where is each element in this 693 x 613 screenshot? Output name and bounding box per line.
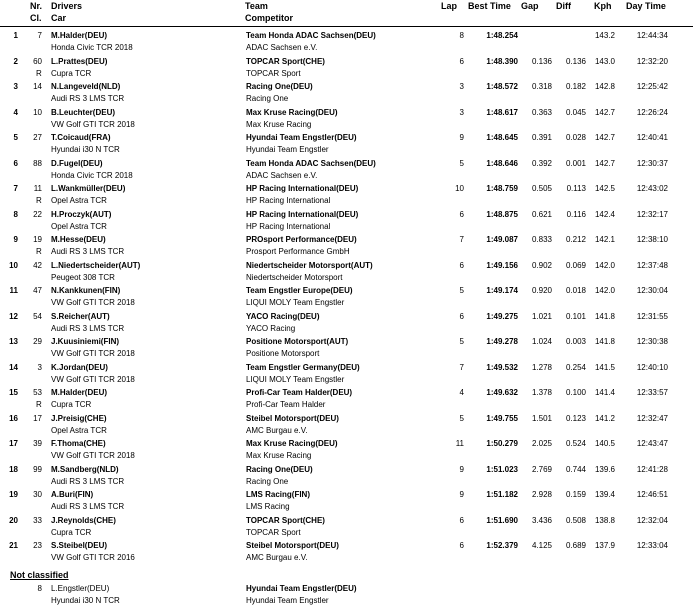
header-team: Team xyxy=(245,1,268,11)
diff-value: 0.069 xyxy=(565,260,586,270)
position: 14 xyxy=(9,362,18,372)
lap-count: 6 xyxy=(459,541,464,550)
best-time: 1:48.617 xyxy=(486,107,518,117)
speed-kph: 139.6 xyxy=(594,464,615,474)
position: 15 xyxy=(9,388,18,397)
table-row xyxy=(0,260,693,286)
competitor-name: Max Kruse Racing xyxy=(246,451,312,460)
car-number: 54 xyxy=(33,311,42,321)
day-time: 12:25:42 xyxy=(636,82,668,91)
driver-name: N.Langeveld(NLD) xyxy=(51,82,121,91)
team-name: HP Racing International(DEU) xyxy=(246,209,359,219)
driver-name: M.Halder(DEU) xyxy=(51,31,108,40)
lap-count: 6 xyxy=(459,209,464,219)
table-row xyxy=(0,413,693,439)
team-name: Max Kruse Racing(DEU) xyxy=(246,439,338,448)
day-time: 12:32:20 xyxy=(636,56,668,66)
team-name: Positione Motorsport(AUT) xyxy=(246,337,349,346)
driver-name: M.Hesse(DEU) xyxy=(51,235,106,244)
competitor-name: LMS Racing xyxy=(246,502,290,511)
lap-count: 5 xyxy=(459,337,464,346)
day-time: 12:30:38 xyxy=(636,337,668,346)
competitor-name: Racing One xyxy=(246,476,289,486)
gap-value: 0.621 xyxy=(531,209,552,219)
speed-kph: 143.2 xyxy=(594,31,615,40)
day-time: 12:33:04 xyxy=(636,541,668,550)
car-model: Audi RS 3 LMS TCR xyxy=(51,502,125,511)
driver-name: F.Thoma(CHE) xyxy=(51,439,106,448)
team-name: PROsport Performance(DEU) xyxy=(246,235,357,244)
table-row xyxy=(0,489,693,515)
driver-name: J.Preisig(CHE) xyxy=(51,413,107,423)
car-number: 33 xyxy=(33,515,42,525)
competitor-name: Racing One xyxy=(246,94,289,103)
table-row xyxy=(0,362,693,388)
team-name: YACO Racing(DEU) xyxy=(246,311,320,321)
car-model: Opel Astra TCR xyxy=(51,425,107,435)
competitor-name: YACO Racing xyxy=(246,323,296,333)
driver-name: S.Reicher(AUT) xyxy=(51,311,110,321)
diff-value: 0.524 xyxy=(565,439,586,448)
gap-value: 1.501 xyxy=(531,413,552,423)
position: 11 xyxy=(9,286,18,295)
diff-value: 0.028 xyxy=(565,133,586,142)
driver-name: N.Kankkunen(FIN) xyxy=(51,286,121,295)
best-time: 1:49.174 xyxy=(486,286,518,295)
lap-count: 3 xyxy=(459,82,464,91)
table-row xyxy=(0,107,693,133)
day-time: 12:32:04 xyxy=(636,515,668,525)
team-name: HP Racing International(DEU) xyxy=(246,184,359,193)
car-number: 27 xyxy=(33,133,42,142)
diff-value: 0.116 xyxy=(566,209,586,219)
car-model: Opel Astra TCR xyxy=(51,196,107,205)
car-number: 99 xyxy=(33,464,42,474)
competitor-name: HP Racing International xyxy=(246,196,331,205)
speed-kph: 141.2 xyxy=(594,413,615,423)
car-number: 60 xyxy=(33,56,42,66)
best-time: 1:49.278 xyxy=(486,337,518,346)
team-name: Racing One(DEU) xyxy=(246,464,313,474)
lap-count: 6 xyxy=(459,311,464,321)
competitor-name: ADAC Sachsen e.V. xyxy=(246,170,318,180)
diff-value: 0.001 xyxy=(565,158,586,168)
position: 2 xyxy=(13,56,18,66)
position: 13 xyxy=(9,337,18,346)
lap-count: 7 xyxy=(459,235,464,244)
driver-name: S.Steibel(DEU) xyxy=(51,541,108,550)
diff-value: 0.136 xyxy=(565,56,586,66)
diff-value: 0.045 xyxy=(565,107,586,117)
best-time: 1:48.254 xyxy=(486,31,518,40)
diff-value: 0.003 xyxy=(565,337,586,346)
lap-count: 9 xyxy=(459,464,464,474)
position: 3 xyxy=(13,82,18,91)
header-cl: Cl. xyxy=(30,13,42,23)
competitor-name: AMC Burgau e.V. xyxy=(246,425,308,435)
competitor-name: Profi-Car Team Halder xyxy=(246,400,326,409)
car-model: Opel Astra TCR xyxy=(51,221,107,231)
speed-kph: 142.7 xyxy=(594,133,615,142)
table-row xyxy=(0,158,693,184)
header-lap: Lap xyxy=(441,1,458,11)
lap-count: 6 xyxy=(459,56,464,66)
day-time: 12:40:41 xyxy=(636,133,668,142)
gap-value: 2.769 xyxy=(531,464,552,474)
car-number: 53 xyxy=(33,388,42,397)
lap-count: 11 xyxy=(455,439,464,448)
competitor-name: Prosport Performance GmbH xyxy=(246,247,350,256)
competitor-name: ADAC Sachsen e.V. xyxy=(246,43,318,52)
best-time: 1:49.156 xyxy=(486,260,518,270)
best-time: 1:51.023 xyxy=(486,464,518,474)
speed-kph: 142.0 xyxy=(594,286,615,295)
car-model: VW Golf GTI TCR 2018 xyxy=(51,349,135,358)
lap-count: 7 xyxy=(459,362,464,372)
position: 18 xyxy=(9,464,18,474)
car-number: 10 xyxy=(33,107,42,117)
driver-name: J.Kuusiniemi(FIN) xyxy=(51,337,120,346)
car-number: 23 xyxy=(33,541,42,550)
car-number: 88 xyxy=(33,158,42,168)
header-kph: Kph xyxy=(594,1,612,11)
gap-value: 1.378 xyxy=(531,388,552,397)
team-name: Team Engstler Europe(DEU) xyxy=(246,286,353,295)
speed-kph: 141.8 xyxy=(594,311,615,321)
car-model: Hyundai i30 N TCR xyxy=(51,145,120,154)
not-classified-row xyxy=(0,583,693,609)
position: 20 xyxy=(9,515,18,525)
table-row xyxy=(0,56,693,82)
best-time: 1:52.379 xyxy=(486,541,518,550)
lap-count: 4 xyxy=(459,388,464,397)
day-time: 12:38:10 xyxy=(636,235,668,244)
driver-name: M.Halder(DEU) xyxy=(51,388,108,397)
team-name: TOPCAR Sport(CHE) xyxy=(246,56,325,66)
gap-value: 0.391 xyxy=(531,133,552,142)
day-time: 12:46:51 xyxy=(636,490,668,499)
best-time: 1:49.755 xyxy=(486,413,518,423)
gap-value: 0.920 xyxy=(531,286,552,295)
speed-kph: 142.7 xyxy=(594,158,615,168)
car-model: VW Golf GTI TCR 2018 xyxy=(51,298,135,307)
lap-count: 5 xyxy=(459,286,464,295)
car-model: Audi RS 3 LMS TCR xyxy=(51,94,125,103)
car-number: 22 xyxy=(33,209,42,219)
car-number: 47 xyxy=(33,286,42,295)
results-header xyxy=(0,0,693,27)
diff-value: 0.123 xyxy=(565,413,586,423)
position: 7 xyxy=(13,184,18,193)
header-best-time: Best Time xyxy=(468,1,511,11)
gap-value: 0.902 xyxy=(531,260,552,270)
speed-kph: 137.9 xyxy=(594,541,615,550)
competitor-name: AMC Burgau e.V. xyxy=(246,553,308,562)
table-row xyxy=(0,336,693,362)
car-number: 17 xyxy=(33,413,42,423)
table-row xyxy=(0,209,693,235)
speed-kph: 141.8 xyxy=(594,337,615,346)
lap-count: 5 xyxy=(459,158,464,168)
day-time: 12:37:48 xyxy=(636,260,668,270)
class-label: R xyxy=(36,68,42,78)
driver-name: D.Fugel(DEU) xyxy=(51,158,103,168)
competitor-name: TOPCAR Sport xyxy=(246,527,301,537)
best-time: 1:48.875 xyxy=(486,209,518,219)
best-time: 1:48.645 xyxy=(486,133,518,142)
table-row xyxy=(0,387,693,413)
gap-value: 3.436 xyxy=(531,515,552,525)
car-model: Honda Civic TCR 2018 xyxy=(51,43,133,52)
lap-count: 6 xyxy=(459,260,464,270)
car-model: Honda Civic TCR 2018 xyxy=(51,170,133,180)
car-model: VW Golf GTI TCR 2018 xyxy=(51,374,135,384)
driver-name: L.Prattes(DEU) xyxy=(51,56,108,66)
driver-name: L.Wankmüller(DEU) xyxy=(51,184,126,193)
car-model: VW Golf GTI TCR 2016 xyxy=(51,553,135,562)
competitor-name: LIQUI MOLY Team Engstler xyxy=(246,298,345,307)
driver-name: M.Sandberg(NLD) xyxy=(51,464,119,474)
class-label: R xyxy=(36,196,42,205)
gap-value: 0.505 xyxy=(531,184,552,193)
lap-count: 8 xyxy=(459,31,464,40)
speed-kph: 142.1 xyxy=(594,235,615,244)
day-time: 12:40:10 xyxy=(636,362,668,372)
header-drivers: Drivers xyxy=(51,1,83,11)
day-time: 12:43:02 xyxy=(636,184,668,193)
speed-kph: 140.5 xyxy=(594,439,615,448)
diff-value: 0.508 xyxy=(565,515,586,525)
best-time: 1:49.087 xyxy=(486,235,518,244)
position: 17 xyxy=(9,439,18,448)
speed-kph: 142.7 xyxy=(594,107,615,117)
position: 16 xyxy=(9,413,18,423)
table-row xyxy=(0,132,693,158)
competitor-name: TOPCAR Sport xyxy=(246,68,301,78)
day-time: 12:43:47 xyxy=(636,439,668,448)
gap-value: 1.278 xyxy=(531,362,552,372)
day-time: 12:30:37 xyxy=(636,158,668,168)
competitor-name: LIQUI MOLY Team Engstler xyxy=(246,374,345,384)
car-model: Audi RS 3 LMS TCR xyxy=(51,323,125,333)
diff-value: 0.212 xyxy=(565,235,586,244)
table-row xyxy=(0,438,693,464)
day-time: 12:32:17 xyxy=(636,209,668,219)
speed-kph: 142.0 xyxy=(594,260,615,270)
table-row xyxy=(0,234,693,260)
car-number: 19 xyxy=(33,235,42,244)
competitor-name: Niedertscheider Motorsport xyxy=(246,272,343,282)
car-number: 14 xyxy=(33,82,42,91)
team-name: TOPCAR Sport(CHE) xyxy=(246,515,325,525)
team-name: LMS Racing(FIN) xyxy=(246,490,310,499)
diff-value: 0.101 xyxy=(565,311,586,321)
best-time: 1:50.279 xyxy=(486,439,518,448)
diff-value: 0.254 xyxy=(565,362,586,372)
position: 21 xyxy=(9,541,18,550)
diff-value: 0.159 xyxy=(565,490,586,499)
car-model: Audi RS 3 LMS TCR xyxy=(51,247,125,256)
lap-count: 3 xyxy=(459,107,464,117)
day-time: 12:30:04 xyxy=(636,286,668,295)
gap-value: 2.025 xyxy=(531,439,552,448)
car-number: 39 xyxy=(33,439,42,448)
car-number: 11 xyxy=(33,184,42,193)
speed-kph: 138.8 xyxy=(594,515,615,525)
team-name: Steibel Motorsport(DEU) xyxy=(246,413,339,423)
lap-count: 9 xyxy=(459,490,464,499)
lap-count: 6 xyxy=(459,515,464,525)
driver-name: L.Engstler(DEU) xyxy=(51,584,110,593)
lap-count: 9 xyxy=(459,133,464,142)
driver-name: K.Jordan(DEU) xyxy=(51,362,108,372)
car-number: 30 xyxy=(33,490,42,499)
day-time: 12:33:57 xyxy=(636,388,668,397)
header-day-time: Day Time xyxy=(626,1,666,11)
car-model: VW Golf GTI TCR 2018 xyxy=(51,119,135,129)
car-model: Audi RS 3 LMS TCR xyxy=(51,476,125,486)
diff-value: 0.744 xyxy=(565,464,586,474)
team-name: Niedertscheider Motorsport(AUT) xyxy=(246,260,373,270)
day-time: 12:32:47 xyxy=(636,413,668,423)
competitor-name: HP Racing International xyxy=(246,221,331,231)
gap-value: 0.833 xyxy=(531,235,552,244)
car-model: Cupra TCR xyxy=(51,400,92,409)
car-model: Cupra TCR xyxy=(51,68,92,78)
team-name: Hyundai Team Engstler(DEU) xyxy=(246,584,357,593)
speed-kph: 142.4 xyxy=(594,209,615,219)
gap-value: 1.021 xyxy=(531,311,552,321)
diff-value: 0.100 xyxy=(565,388,586,397)
day-time: 12:31:55 xyxy=(636,311,668,321)
class-label: R xyxy=(36,400,42,409)
team-name: Profi-Car Team Halder(DEU) xyxy=(246,388,353,397)
position: 10 xyxy=(9,260,18,270)
position: 12 xyxy=(9,311,18,321)
team-name: Team Honda ADAC Sachsen(DEU) xyxy=(246,158,376,168)
car-model: VW Golf GTI TCR 2018 xyxy=(51,451,135,460)
speed-kph: 142.8 xyxy=(594,82,615,91)
speed-kph: 142.5 xyxy=(594,184,615,193)
gap-value: 0.363 xyxy=(531,107,552,117)
car-number: 8 xyxy=(37,584,42,593)
table-row xyxy=(0,81,693,107)
speed-kph: 139.4 xyxy=(594,490,615,499)
best-time: 1:49.532 xyxy=(486,362,518,372)
competitor-name: Positione Motorsport xyxy=(246,349,320,358)
team-name: Max Kruse Racing(DEU) xyxy=(246,107,338,117)
driver-name: T.Coicaud(FRA) xyxy=(51,133,111,142)
day-time: 12:44:34 xyxy=(636,31,668,40)
position: 8 xyxy=(13,209,18,219)
car-number: 29 xyxy=(33,337,42,346)
header-nr: Nr. xyxy=(30,1,43,11)
position: 19 xyxy=(9,490,18,499)
results-table xyxy=(0,30,693,566)
gap-value: 0.392 xyxy=(531,158,552,168)
position: 4 xyxy=(13,107,18,117)
lap-count: 5 xyxy=(459,413,464,423)
driver-name: L.Niedertscheider(AUT) xyxy=(51,260,141,270)
team-name: Team Engstler Germany(DEU) xyxy=(246,362,360,372)
competitor-name: Hyundai Team Engstler xyxy=(246,145,329,154)
table-row xyxy=(0,464,693,490)
best-time: 1:49.632 xyxy=(486,388,518,397)
best-time: 1:48.646 xyxy=(486,158,518,168)
day-time: 12:26:24 xyxy=(636,107,668,117)
competitor-name: Max Kruse Racing xyxy=(246,119,312,129)
header-competitor: Competitor xyxy=(245,13,293,23)
driver-name: J.Reynolds(CHE) xyxy=(51,515,116,525)
header-car: Car xyxy=(51,13,67,23)
best-time: 1:51.690 xyxy=(486,515,518,525)
diff-value: 0.018 xyxy=(565,286,586,295)
day-time: 12:41:28 xyxy=(636,464,668,474)
best-time: 1:48.759 xyxy=(486,184,518,193)
speed-kph: 141.4 xyxy=(594,388,615,397)
header-diff: Diff xyxy=(556,1,571,11)
table-row xyxy=(0,540,693,566)
table-row xyxy=(0,30,693,56)
position: 6 xyxy=(13,158,18,168)
position: 5 xyxy=(13,133,18,142)
car-number: 3 xyxy=(37,362,42,372)
team-name: Hyundai Team Engstler(DEU) xyxy=(246,133,357,142)
class-label: R xyxy=(36,247,42,256)
competitor-name: Hyundai Team Engstler xyxy=(246,596,329,605)
table-row xyxy=(0,183,693,209)
gap-value: 0.136 xyxy=(531,56,552,66)
header-gap: Gap xyxy=(521,1,539,11)
position: 9 xyxy=(13,235,18,244)
car-model: Hyundai i30 N TCR xyxy=(51,596,120,605)
gap-value: 2.928 xyxy=(531,490,552,499)
driver-name: H.Proczyk(AUT) xyxy=(51,209,112,219)
table-row xyxy=(0,285,693,311)
diff-value: 0.182 xyxy=(565,82,586,91)
table-row xyxy=(0,311,693,337)
best-time: 1:48.572 xyxy=(486,82,518,91)
best-time: 1:49.275 xyxy=(486,311,518,321)
driver-name: A.Buri(FIN) xyxy=(51,490,94,499)
best-time: 1:48.390 xyxy=(486,56,518,66)
speed-kph: 141.5 xyxy=(594,362,615,372)
team-name: Racing One(DEU) xyxy=(246,82,313,91)
diff-value: 0.113 xyxy=(566,184,586,193)
team-name: Steibel Motorsport(DEU) xyxy=(246,541,339,550)
gap-value: 4.125 xyxy=(531,541,552,550)
car-number: 7 xyxy=(37,31,42,40)
position: 1 xyxy=(13,31,18,40)
diff-value: 0.689 xyxy=(565,541,586,550)
not-classified-title: Not classified xyxy=(10,570,69,580)
speed-kph: 143.0 xyxy=(594,56,615,66)
car-number: 42 xyxy=(33,260,42,270)
driver-name: B.Leuchter(DEU) xyxy=(51,107,116,117)
best-time: 1:51.182 xyxy=(486,490,518,499)
gap-value: 1.024 xyxy=(531,337,552,346)
car-model: Peugeot 308 TCR xyxy=(51,272,115,282)
table-row xyxy=(0,515,693,541)
car-model: Cupra TCR xyxy=(51,527,92,537)
lap-count: 10 xyxy=(455,184,464,193)
gap-value: 0.318 xyxy=(531,82,552,91)
team-name: Team Honda ADAC Sachsen(DEU) xyxy=(246,31,376,40)
